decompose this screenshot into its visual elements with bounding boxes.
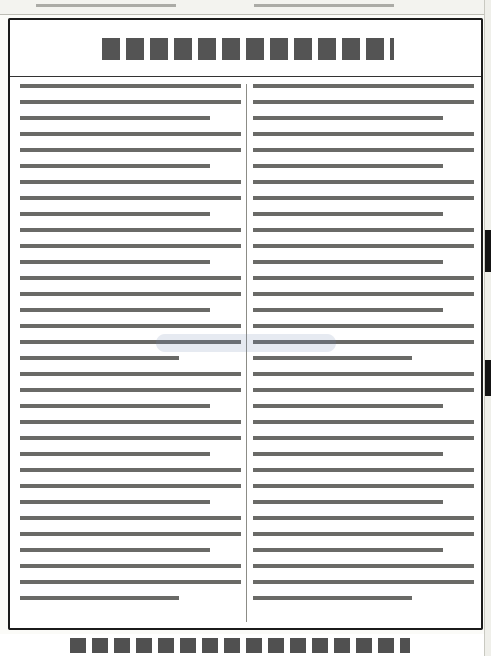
text-line <box>20 164 210 168</box>
text-line <box>20 276 241 280</box>
top-adjacent-text-line <box>254 4 394 7</box>
text-line <box>253 420 474 424</box>
text-line <box>253 468 474 472</box>
text-line <box>253 84 474 88</box>
text-line <box>20 564 241 568</box>
text-line <box>20 260 210 264</box>
text-line <box>20 196 241 200</box>
headline-ink <box>102 38 394 60</box>
text-line <box>20 84 241 88</box>
right-text-column <box>253 84 474 622</box>
column-divider <box>246 84 247 622</box>
text-line <box>20 148 241 152</box>
text-line <box>20 548 210 552</box>
text-line <box>253 164 443 168</box>
text-line <box>20 324 241 328</box>
text-line <box>253 372 474 376</box>
text-line <box>20 452 210 456</box>
text-line <box>253 276 474 280</box>
text-line <box>20 244 241 248</box>
text-line <box>253 116 443 120</box>
text-line <box>253 596 412 600</box>
text-line <box>20 132 241 136</box>
text-line <box>20 484 241 488</box>
text-line <box>253 580 474 584</box>
text-line <box>253 292 474 296</box>
top-adjacent-text-line <box>36 4 176 7</box>
text-line <box>253 180 474 184</box>
text-line <box>20 596 179 600</box>
top-adjacent-article-strip <box>0 0 491 15</box>
footer-heading-ink <box>70 638 410 653</box>
text-line <box>20 212 210 216</box>
text-line <box>253 148 474 152</box>
text-line <box>253 228 474 232</box>
text-line <box>253 356 412 360</box>
right-edge-ink-mark <box>485 230 491 272</box>
text-line <box>20 420 241 424</box>
text-line <box>20 516 241 520</box>
text-line <box>253 196 474 200</box>
right-edge-clipping <box>484 0 491 656</box>
text-line <box>253 260 443 264</box>
text-line <box>253 452 443 456</box>
text-line <box>253 436 474 440</box>
text-line <box>253 308 443 312</box>
text-line <box>20 116 210 120</box>
text-line <box>253 548 443 552</box>
footer-heading-band <box>0 634 491 656</box>
text-line <box>253 500 443 504</box>
text-line <box>20 372 241 376</box>
text-line <box>20 180 241 184</box>
text-line <box>20 532 241 536</box>
text-line <box>20 580 241 584</box>
text-line <box>253 132 474 136</box>
text-line <box>253 484 474 488</box>
text-line <box>20 100 241 104</box>
text-line <box>253 388 474 392</box>
faint-watermark <box>156 334 336 352</box>
text-line <box>253 564 474 568</box>
text-line <box>253 532 474 536</box>
text-line <box>253 100 474 104</box>
right-edge-ink-mark <box>485 360 491 396</box>
text-line <box>20 388 241 392</box>
text-line <box>253 404 443 408</box>
text-line <box>20 292 241 296</box>
text-line <box>20 228 241 232</box>
headline-area <box>10 20 481 77</box>
text-line <box>253 244 474 248</box>
text-line <box>20 356 179 360</box>
text-line <box>20 500 210 504</box>
text-line <box>20 308 210 312</box>
left-text-column <box>20 84 241 622</box>
text-line <box>253 516 474 520</box>
text-line <box>253 324 474 328</box>
text-line <box>253 212 443 216</box>
text-line <box>20 404 210 408</box>
text-line <box>20 436 241 440</box>
text-line <box>20 468 241 472</box>
main-article-box <box>8 18 483 630</box>
